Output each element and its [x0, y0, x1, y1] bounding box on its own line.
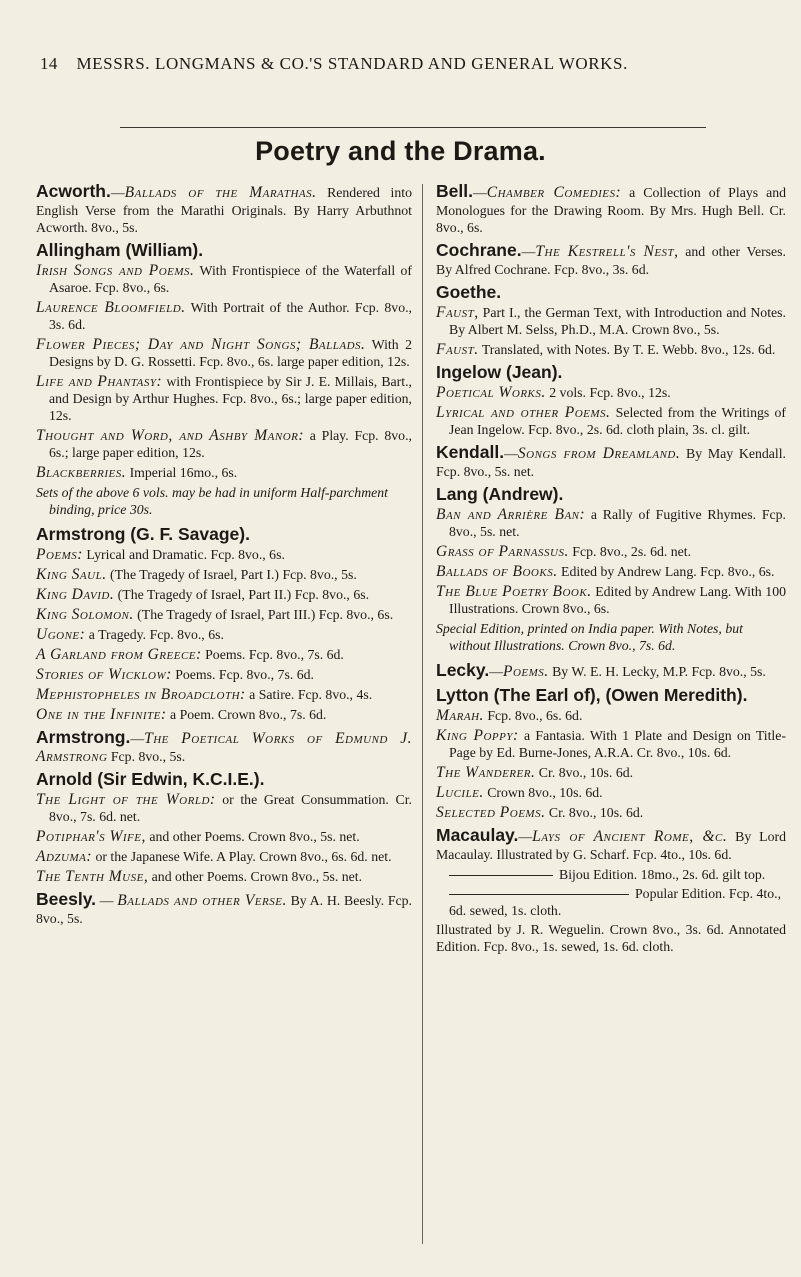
work-details: a Rally of Fugitive Rhymes. Fcp. 8vo., 5s. net. [449, 507, 786, 539]
work-details: By W. E. H. Lecky, M.P. Fcp. 8vo., 5s. [548, 664, 766, 679]
work-title: King Solomon. [36, 606, 134, 623]
work-entry [436, 563, 786, 580]
edition-note: Special Edition, printed on India paper. With Notes, but without Illustrations. Crown 8vo., 7s. 6d. [436, 621, 743, 653]
work-entry [36, 626, 412, 643]
work-details: (The Tragedy of Israel, Part I.) Fcp. 8vo., 5s. [106, 567, 357, 582]
work-entry [436, 784, 786, 801]
work-entry [36, 336, 412, 370]
dash-separator: — [472, 185, 487, 200]
work-details: and other Poems. Crown 8vo., 5s. net. [145, 829, 360, 844]
work-details: Imperial 16mo., 6s. [126, 465, 238, 480]
work-details: a Collection of Plays and Monologues for the Drawing Room. By Mrs. Hugh Bell. Cr. 8vo., 6s. [436, 185, 786, 235]
dash-separator: — [504, 446, 518, 461]
work-details: Translated, with Notes. By T. E. Webb. 8vo., 12s. 6d. [478, 342, 776, 357]
author-heading: Acworth. [36, 181, 111, 201]
catalogue-entry [436, 824, 786, 863]
work-details: Cr. 8vo., 10s. 6d. [545, 805, 644, 820]
work-details: With Frontispiece of the Waterfall of Asaroe. Fcp. 8vo., 6s. [49, 263, 412, 295]
work-details: Selected from the Writings of Jean Ingelow. Fcp. 8vo., 2s. 6d. cloth plain, 3s. cl. gilt. [449, 405, 786, 437]
work-title: A Garland from Greece: [36, 646, 202, 663]
catalogue-entry [36, 180, 412, 236]
work-entry [436, 583, 786, 617]
work-entry [36, 791, 412, 825]
work-entry [436, 384, 786, 401]
author-heading: Arnold (Sir Edwin, K.C.I.E.). [36, 769, 265, 789]
section-title: Poetry and the Drama. [255, 136, 546, 166]
running-head-text: MESSRS. LONGMANS & CO.'S STANDARD AND GENERAL WORKS. [76, 54, 628, 73]
author-heading: Kendall. [436, 442, 505, 462]
dash-separator: — [489, 664, 503, 679]
catalogue-entry [36, 726, 412, 765]
work-entry [36, 706, 412, 723]
work-title: Flower Pieces; Day and Night Songs; Ballads. [36, 336, 366, 353]
author-heading: Cochrane. [436, 240, 522, 260]
catalogue-entry [436, 441, 786, 480]
work-details: Lyrical and Dramatic. Fcp. 8vo., 6s. [82, 547, 285, 562]
work-title: Ugone: [36, 626, 86, 643]
work-details: By Lord Macaulay. Illustrated by G. Scharf. Fcp. 4to., 10s. 6d. [436, 829, 786, 862]
dash-separator: — [110, 185, 125, 200]
edition-line [436, 866, 786, 883]
work-entry [436, 404, 786, 438]
work-entry [36, 848, 412, 865]
work-entry [36, 828, 412, 845]
work-details: (The Tragedy of Israel, Part II.) Fcp. 8vo., 6s. [114, 587, 370, 602]
work-title: Adzuma: [36, 848, 93, 865]
work-entry [36, 586, 412, 603]
work-title: King Poppy: [436, 727, 519, 744]
work-entry [36, 464, 412, 481]
work-details: and other Poems. Crown 8vo., 5s. net. [148, 869, 363, 884]
work-entry [436, 304, 786, 338]
work-title: King Saul. [36, 566, 107, 583]
author-heading: Beesly. [36, 889, 96, 909]
work-details: 2 vols. Fcp. 8vo., 12s. [545, 385, 671, 400]
left-column [36, 180, 412, 930]
work-title: Selected Poems. [436, 804, 546, 821]
work-title: Faust. [436, 341, 479, 358]
author-heading: Armstrong (G. F. Savage). [36, 524, 250, 544]
work-title: Songs from Dreamland. [517, 445, 681, 462]
work-title: Life and Phantasy: [36, 373, 163, 390]
work-title: Blackberries. [36, 464, 127, 481]
work-title: Grass of Parnassus. [436, 543, 569, 560]
work-title: Laurence Bloomfield. [36, 299, 186, 316]
work-details: By May Kendall. Fcp. 8vo., 5s. net. [436, 446, 786, 479]
work-entry [36, 666, 412, 683]
work-title: Potiphar's Wife, [36, 828, 146, 845]
work-title: The Tenth Muse, [36, 868, 149, 885]
work-details: a Satire. Fcp. 8vo., 4s. [245, 687, 373, 702]
dash-separator: — [130, 731, 145, 746]
work-title: The Poetical Works of Edmund J. Armstrong [36, 730, 412, 765]
author-heading: Macaulay. [436, 825, 519, 845]
work-title: Ballads of the Marathas. [124, 184, 317, 201]
work-details: With 2 Designs by D. G. Rossetti. Fcp. 8vo., 6s. large paper edition, 12s. [49, 337, 412, 369]
edition-text: Bijou Edition. 18mo., 2s. 6d. gilt top. [559, 867, 766, 882]
running-head [40, 54, 780, 74]
work-title: The Blue Poetry Book. [436, 583, 592, 600]
work-title: Chamber Comedies: [486, 184, 622, 201]
catalogue-entry [436, 659, 786, 681]
work-entry [436, 707, 786, 724]
work-details: a Poem. Crown 8vo., 7s. 6d. [166, 707, 327, 722]
work-title: Poems: [36, 546, 83, 563]
dash-separator: — [518, 829, 533, 844]
work-title: Mephistopheles in Broadcloth: [36, 686, 246, 703]
author-heading: Ingelow (Jean). [436, 362, 563, 382]
ditto-rule [449, 894, 629, 895]
work-details: Fcp. 8vo., 6s. 6d. [483, 708, 583, 723]
work-details: a Play. Fcp. 8vo., 6s.; large paper edition, 12s. [49, 428, 412, 460]
author-heading: Lang (Andrew). [436, 484, 564, 504]
work-details: Fcp. 8vo., 5s. [107, 749, 186, 764]
work-title: One in the Infinite: [36, 706, 167, 723]
catalogue-entry [436, 180, 786, 236]
work-title: Poems. [502, 663, 549, 680]
work-details: and other Verses. By Alfred Cochrane. Fcp. 8vo., 3s. 6d. [436, 244, 786, 277]
work-details: Crown 8vo., 10s. 6d. [483, 785, 603, 800]
work-entry [436, 764, 786, 781]
work-entry [36, 566, 412, 583]
work-title: Ballads of Books. [436, 563, 558, 580]
page-number: 14 [40, 54, 58, 73]
work-entry [436, 727, 786, 761]
work-entry [36, 262, 412, 296]
author-heading: Goethe. [436, 282, 502, 302]
work-entry [36, 606, 412, 623]
work-entry [36, 646, 412, 663]
catalogue-entry [36, 888, 412, 927]
author-heading: Lecky. [436, 660, 490, 680]
work-details: a Fantasia. With 1 Plate and Design on Title-Page by Ed. Burne-Jones, A.R.A. Cr. 8vo., 10s. 6d. [449, 728, 786, 760]
work-details: Cr. 8vo., 10s. 6d. [535, 765, 634, 780]
dash-separator: — [96, 893, 118, 908]
work-title: Marah. [436, 707, 484, 724]
work-title: Ban and Arrière Ban: [436, 506, 586, 523]
work-title: Lucile. [436, 784, 484, 801]
right-column [436, 180, 786, 958]
work-details: With Portrait of the Author. Fcp. 8vo., 3s. 6d. [49, 300, 412, 332]
work-entry [436, 506, 786, 540]
work-details: (The Tragedy of Israel, Part III.) Fcp. 8vo., 6s. [133, 607, 394, 622]
work-title: King David. [36, 586, 115, 603]
work-title: Irish Songs and Poems. [36, 262, 195, 279]
dash-separator: — [521, 244, 536, 259]
work-details: a Tragedy. Fcp. 8vo., 6s. [85, 627, 224, 642]
work-details: or the Japanese Wife. A Play. Crown 8vo., 6s. 6d. net. [92, 849, 392, 864]
catalogue-entry [436, 239, 786, 278]
work-details: Poems. Fcp. 8vo., 7s. 6d. [201, 647, 344, 662]
work-title: Stories of Wicklow: [36, 666, 172, 683]
work-details: Part I., the German Text, with Introduction and Notes. By Albert M. Selss, Ph.D., M.A. Crown 8vo., 5s. [449, 305, 786, 337]
author-heading: Armstrong. [36, 727, 131, 747]
work-details: Rendered into English Verse from the Marathi Originals. By Harry Arbuthnot Acworth. 8vo., 5s. [36, 185, 412, 235]
work-entry [36, 299, 412, 333]
work-entry [36, 427, 412, 461]
work-entry [436, 543, 786, 560]
ditto-rule [449, 875, 553, 876]
author-heading: Bell. [436, 181, 473, 201]
work-details: Edited by Andrew Lang. Fcp. 8vo., 6s. [557, 564, 775, 579]
work-entry [36, 686, 412, 703]
author-heading: Lytton (The Earl of), (Owen Meredith). [436, 685, 748, 705]
work-entry [36, 868, 412, 885]
work-details-continued: Illustrated by J. R. Weguelin. Crown 8vo., 3s. 6d. Annotated Edition. Fcp. 8vo., 1s. sewed, 1s. 6d. cloth. [436, 922, 786, 954]
work-title: Ballads and other Verse. [117, 892, 287, 909]
edition-text: Popular Edition. Fcp. 4to., 6d. sewed, 1s. cloth. [449, 886, 782, 918]
work-details: with Frontispiece by Sir J. E. Millais, Bart., and Design by Arthur Hughes. Fcp. 8vo., 6s.; large paper edition, 12s. [49, 374, 412, 423]
work-title: Faust, [436, 304, 479, 321]
work-title: Thought and Word, and Ashby Manor: [36, 427, 305, 444]
work-details: or the Great Consummation. Cr. 8vo., 7s. 6d. net. [49, 792, 412, 824]
work-details: By A. H. Beesly. Fcp. 8vo., 5s. [36, 893, 412, 926]
work-details: Poems. Fcp. 8vo., 7s. 6d. [171, 667, 314, 682]
work-details: Fcp. 8vo., 2s. 6d. net. [568, 544, 692, 559]
author-heading: Allingham (William). [36, 240, 204, 260]
work-entry [436, 804, 786, 821]
header-rule [120, 127, 706, 128]
edition-line [436, 885, 786, 919]
work-title: The Light of the World: [36, 791, 216, 808]
work-title: The Wanderer. [436, 764, 536, 781]
work-title: The Kestrell's Nest, [535, 243, 679, 260]
work-entry [36, 373, 412, 424]
work-title: Poetical Works. [436, 384, 546, 401]
edition-note: Sets of the above 6 vols. may be had in uniform Half-parchment binding, price 30s. [36, 485, 389, 517]
column-divider [422, 184, 423, 1244]
work-details: Edited by Andrew Lang. With 100 Illustrations. Crown 8vo., 6s. [449, 584, 786, 616]
work-title: Lays of Ancient Rome, &c. [532, 828, 728, 845]
work-entry [436, 341, 786, 358]
work-title: Lyrical and other Poems. [436, 404, 611, 421]
work-entry [36, 546, 412, 563]
